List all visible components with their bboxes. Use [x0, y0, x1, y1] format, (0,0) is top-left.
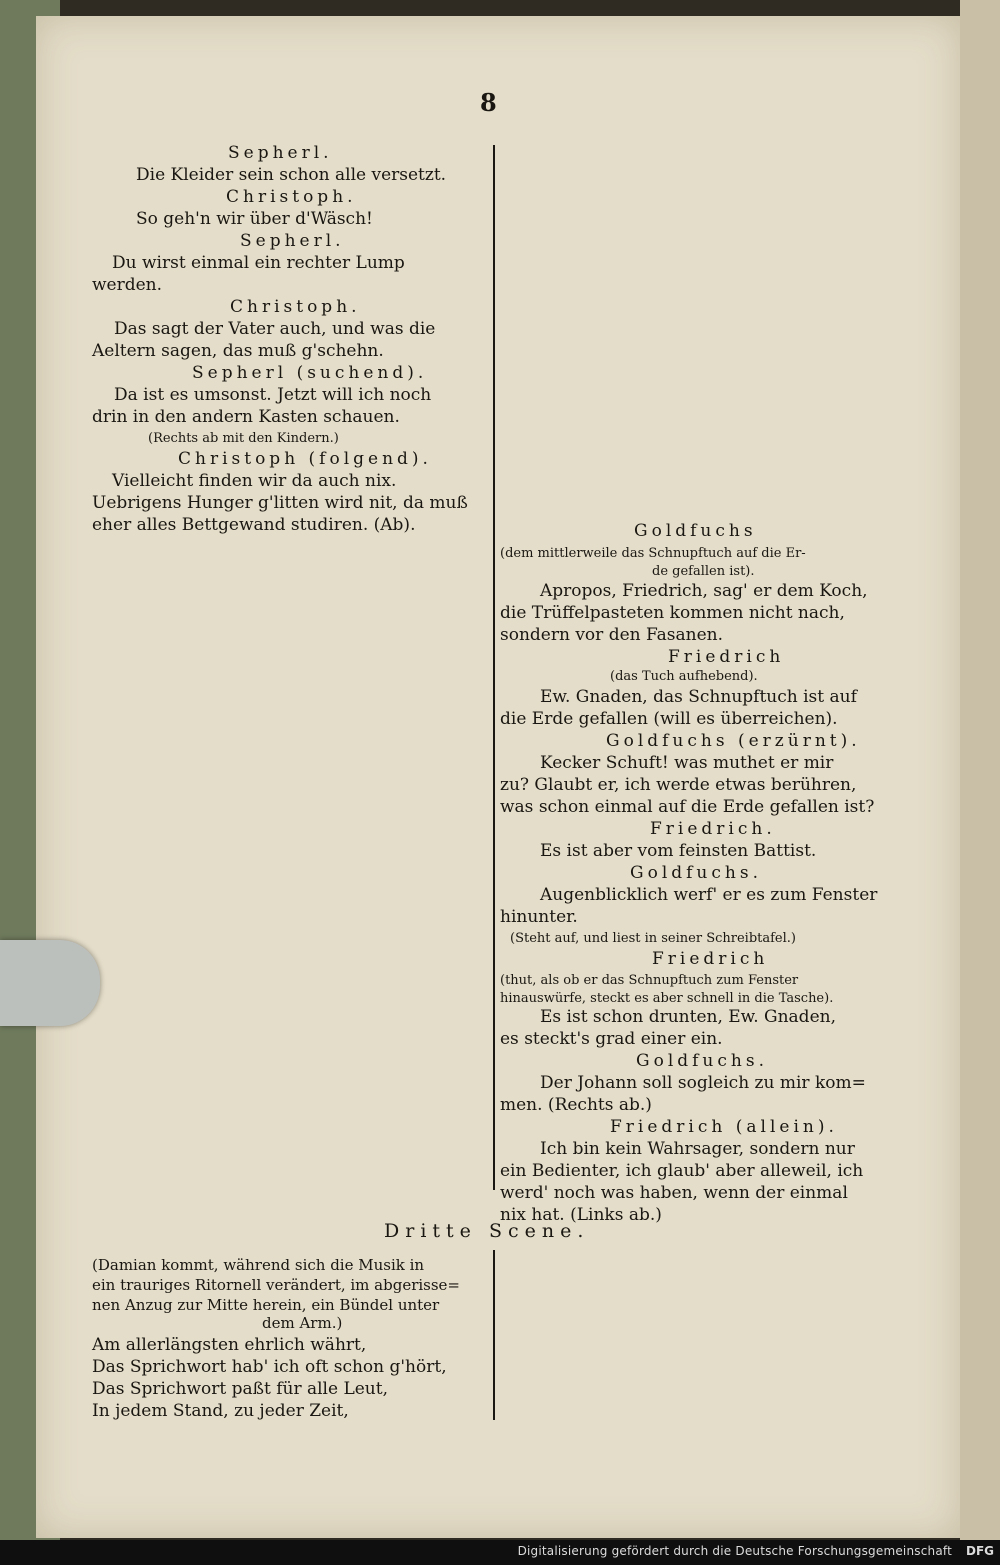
- speaker-name: Christoph (folgend).: [178, 449, 432, 469]
- scene-heading: Dritte Scene.: [384, 1220, 590, 1242]
- text-line: Uebrigens Hunger g'litten wird nit, da muß: [92, 493, 468, 513]
- stage-direction: (dem mittlerweile das Schnupftuch auf die Er-: [500, 546, 806, 561]
- text-line: Ich bin kein Wahrsager, sondern nur: [540, 1139, 855, 1159]
- speaker-name: Friedrich (allein).: [610, 1117, 838, 1137]
- text-line: hinunter.: [500, 907, 578, 927]
- text-line: Kecker Schuft! was muthet er mir: [540, 753, 834, 773]
- text-line: sondern vor den Fasanen.: [500, 625, 723, 645]
- text-line: Augenblicklich werf' er es zum Fenster: [540, 885, 878, 905]
- text-line: Da ist es umsonst. Jetzt will ich noch: [114, 385, 432, 405]
- stage-direction: de gefallen ist).: [652, 564, 755, 579]
- speaker-name: Christoph.: [226, 187, 357, 207]
- verse-line: Das Sprichwort hab' ich oft schon g'hört,: [92, 1357, 447, 1377]
- text-line: drin in den andern Kasten schauen.: [92, 407, 400, 427]
- text-line: werd' noch was haben, wenn der einmal: [500, 1183, 848, 1203]
- text-line: Aeltern sagen, das muß g'schehn.: [92, 341, 384, 361]
- speaker-name: Sepherl.: [228, 143, 333, 163]
- page-marker-tab: [0, 940, 100, 1026]
- text-line: Es ist schon drunten, Ew. Gnaden,: [540, 1007, 836, 1027]
- text-line: zu? Glaubt er, ich werde etwas berühren,: [500, 775, 857, 795]
- text-line: ein Bedienter, ich glaub' aber alleweil, ich: [500, 1161, 864, 1181]
- column-divider-upper: [493, 145, 495, 1190]
- text-line: werden.: [92, 275, 163, 295]
- stage-direction: ein trauriges Ritornell verändert, im abgerisse=: [92, 1276, 460, 1294]
- speaker-name: Friedrich: [652, 949, 769, 969]
- text-line: Ew. Gnaden, das Schnupftuch ist auf: [540, 687, 857, 707]
- verse-line: In jedem Stand, zu jeder Zeit,: [92, 1401, 349, 1421]
- text-line: Es ist aber vom feinsten Battist.: [540, 841, 817, 861]
- stage-direction: nen Anzug zur Mitte herein, ein Bündel unter: [92, 1296, 440, 1314]
- facing-page-edge: [960, 0, 1000, 1540]
- stage-direction: (Rechts ab mit den Kindern.): [148, 431, 339, 446]
- verse-line: Das Sprichwort paßt für alle Leut,: [92, 1379, 388, 1399]
- text-line: Das sagt der Vater auch, und was die: [114, 319, 436, 339]
- stage-direction: (Steht auf, und liest in seiner Schreibtafel.): [510, 931, 796, 946]
- text-line: die Trüffelpasteten kommen nicht nach,: [500, 603, 845, 623]
- text-line: die Erde gefallen (will es überreichen).: [500, 709, 838, 729]
- stage-direction: (Damian kommt, während sich die Musik in: [92, 1256, 425, 1274]
- speaker-name: Goldfuchs.: [636, 1051, 768, 1071]
- text-line: eher alles Bettgewand studiren. (Ab).: [92, 515, 416, 535]
- footer-bar: [0, 1540, 1000, 1565]
- speaker-name: Goldfuchs.: [630, 863, 762, 883]
- speaker-name: Friedrich.: [650, 819, 776, 839]
- text-line: es steckt's grad einer ein.: [500, 1029, 723, 1049]
- column-divider-lower: [493, 1250, 495, 1420]
- stage-direction: (das Tuch aufhebend).: [610, 669, 758, 684]
- text-line: So geh'n wir über d'Wäsch!: [136, 209, 373, 229]
- footer-credit: Digitalisierung gefördert durch die Deutsche Forschungsgemeinschaft: [517, 1544, 952, 1558]
- text-line: Vielleicht finden wir da auch nix.: [112, 471, 397, 491]
- page-number: 8: [480, 88, 497, 117]
- speaker-name: Goldfuchs: [634, 521, 757, 541]
- speaker-name: Christoph.: [230, 297, 361, 317]
- stage-direction: hinauswürfe, steckt es aber schnell in die Tasche).: [500, 991, 834, 1006]
- text-line: Der Johann soll sogleich zu mir kom=: [540, 1073, 866, 1093]
- speaker-name: Goldfuchs (erzürnt).: [606, 731, 861, 751]
- text-line: Die Kleider sein schon alle versetzt.: [136, 165, 447, 185]
- text-line: Apropos, Friedrich, sag' er dem Koch,: [540, 581, 868, 601]
- text-line: was schon einmal auf die Erde gefallen ist?: [500, 797, 875, 817]
- speaker-name: Sepherl (suchend).: [192, 363, 428, 383]
- verse-line: Am allerlängsten ehrlich währt,: [92, 1335, 367, 1355]
- stage-direction: (thut, als ob er das Schnupftuch zum Fenster: [500, 973, 799, 988]
- speaker-name: Friedrich: [668, 647, 785, 667]
- speaker-name: Sepherl.: [240, 231, 345, 251]
- stage-direction: dem Arm.): [262, 1314, 343, 1332]
- text-line: nix hat. (Links ab.): [500, 1205, 662, 1225]
- text-line: Du wirst einmal ein rechter Lump: [112, 253, 405, 273]
- dfg-logo: DFG: [965, 1544, 994, 1558]
- text-line: men. (Rechts ab.): [500, 1095, 652, 1115]
